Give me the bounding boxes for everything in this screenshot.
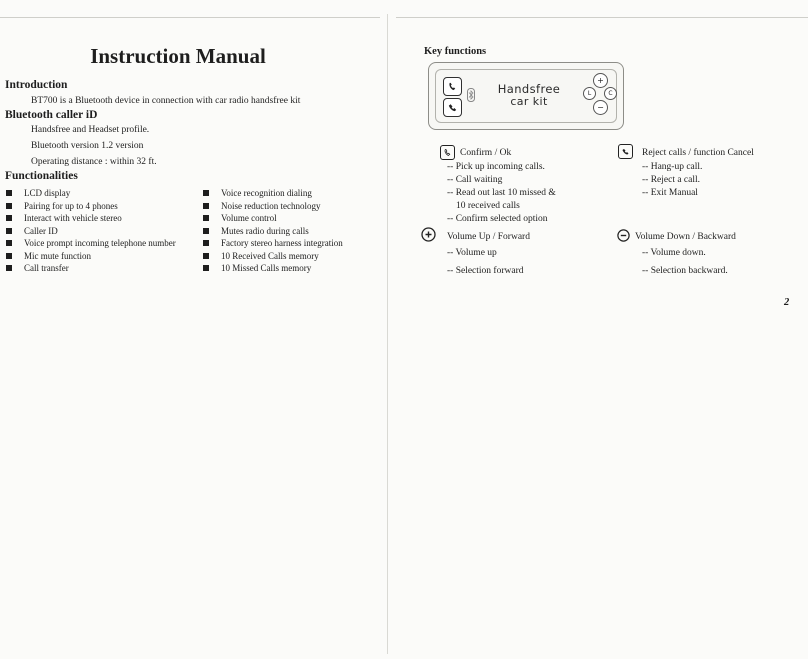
- phone-hangup-icon: [621, 147, 630, 156]
- lcd-line-2: car kit: [510, 95, 548, 108]
- caller-id-line: Handsfree and Headset profile.: [31, 125, 150, 135]
- introduction-heading: Introduction: [5, 79, 68, 91]
- list-item: LCD display: [5, 187, 176, 200]
- list-item: Call transfer: [5, 262, 176, 275]
- reject-label: Reject calls / function Cancel: [642, 148, 754, 158]
- phone-hangup-icon: [447, 102, 458, 113]
- functionalities-list-right: [202, 187, 343, 275]
- caller-id-line: Bluetooth version 1.2 version: [31, 141, 144, 151]
- volume-down-item: -- Volume down.: [642, 248, 706, 258]
- list-item: Mic mute function: [5, 250, 176, 263]
- list-item: Volume control: [202, 212, 343, 225]
- page-number: 2: [784, 297, 790, 308]
- introduction-text: BT700 is a Bluetooth device in connection with car radio handsfree kit: [31, 96, 301, 106]
- volume-rocker-illustration: [583, 73, 617, 115]
- lcd-display: [485, 77, 573, 113]
- list-item: Mutes radio during calls: [202, 225, 343, 238]
- confirm-icon: [440, 145, 455, 160]
- confirm-item: -- Confirm selected option: [447, 214, 548, 224]
- page-spine: [387, 14, 388, 654]
- volume-down-label: Volume Down / Backward: [635, 232, 736, 242]
- confirm-item: -- Read out last 10 missed &: [447, 188, 556, 198]
- volume-down-item: -- Selection backward.: [642, 266, 728, 276]
- rocker-right-icon: C: [604, 87, 617, 100]
- rocker-minus-icon: −: [593, 100, 608, 115]
- key-functions-heading: Key functions: [424, 46, 487, 57]
- rocker-left-icon: L: [583, 87, 596, 100]
- list-item: Voice prompt incoming telephone number: [5, 237, 176, 250]
- list-item: Voice recognition dialing: [202, 187, 343, 200]
- functionalities-list-left: [5, 187, 176, 275]
- confirm-label: Confirm / Ok: [460, 148, 512, 158]
- caller-id-heading: Bluetooth caller iD: [5, 109, 98, 121]
- list-item: 10 Received Calls memory: [202, 250, 343, 263]
- reject-icon: [618, 144, 633, 159]
- list-item: Interact with vehicle stereo: [5, 212, 176, 225]
- list-item: 10 Missed Calls memory: [202, 262, 343, 275]
- volume-up-item: -- Selection forward: [447, 266, 524, 276]
- rocker-plus-icon: +: [593, 73, 608, 88]
- list-item: Noise reduction technology: [202, 200, 343, 213]
- volume-down-icon: [617, 229, 630, 242]
- lcd-line-1: Handsfree: [497, 82, 561, 96]
- list-item: Pairing for up to 4 phones: [5, 200, 176, 213]
- confirm-button-illustration: [443, 77, 462, 96]
- volume-up-item: -- Volume up: [447, 248, 497, 258]
- reject-item: -- Reject a call.: [642, 175, 701, 185]
- phone-pickup-icon: [447, 81, 458, 92]
- top-edge-left: [0, 17, 380, 18]
- phone-pickup-icon: [443, 148, 452, 157]
- list-item: Caller ID: [5, 225, 176, 238]
- volume-up-icon: [421, 227, 436, 242]
- confirm-item: -- Call waiting: [447, 175, 503, 185]
- page-title: Instruction Manual: [90, 44, 266, 68]
- caller-id-line: Operating distance : within 32 ft.: [31, 157, 157, 167]
- reject-item: -- Exit Manual: [642, 188, 698, 198]
- reject-item: -- Hang-up call.: [642, 162, 703, 172]
- top-edge-right: [396, 17, 808, 18]
- confirm-item: 10 received calls: [456, 201, 520, 211]
- functionalities-heading: Functionalities: [5, 170, 78, 182]
- reject-button-illustration: [443, 98, 462, 117]
- volume-up-label: Volume Up / Forward: [447, 232, 530, 242]
- list-item: Factory stereo harness integration: [202, 237, 343, 250]
- confirm-item: -- Pick up incoming calls.: [447, 162, 545, 172]
- car-kit-device-illustration: [428, 62, 624, 130]
- bluetooth-icon: [467, 88, 475, 102]
